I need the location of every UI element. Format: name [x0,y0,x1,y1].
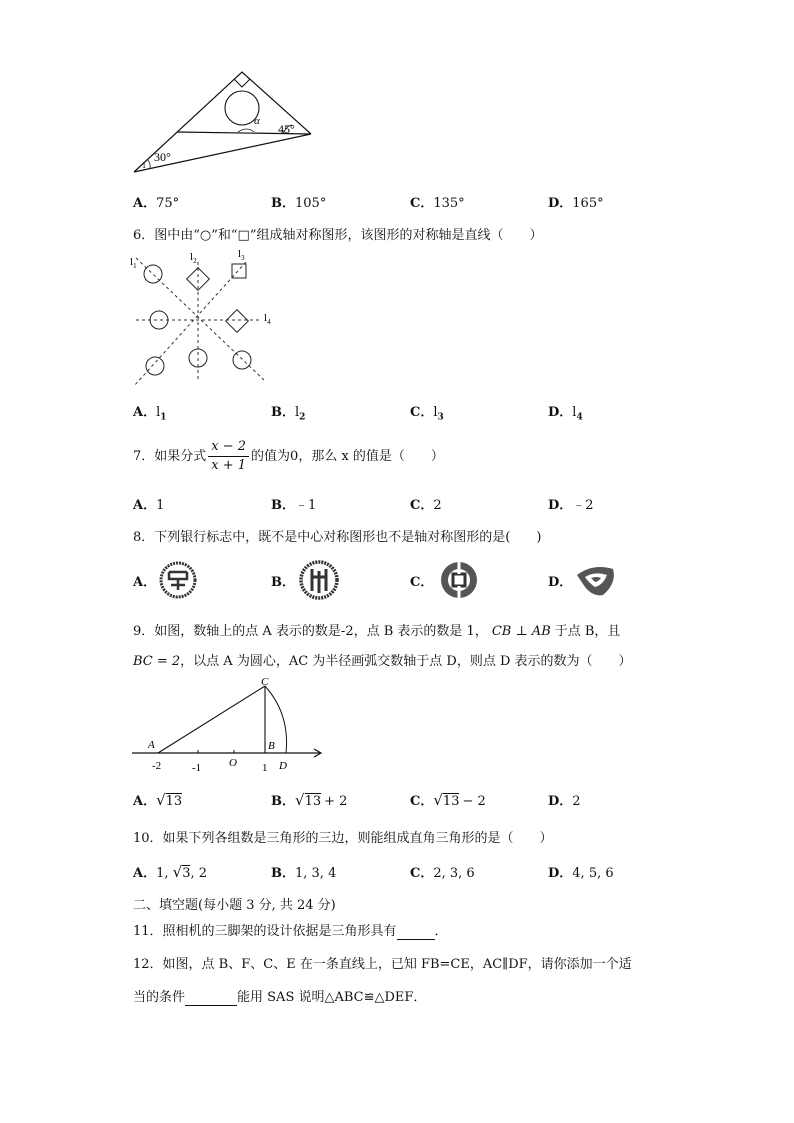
q9-numberline-figure [128,676,328,776]
q7-option-a[interactable]: A．1 [133,498,165,513]
answer-blank[interactable] [397,924,435,940]
q8-option-d[interactable]: D． [548,575,573,590]
tick-minus1-label: -1 [192,762,202,774]
q12-stem-line1: 12．如图，点 B、F、C、E 在一条直线上，已知 FB=CE，AC∥DF，请你添加一个适 [133,957,632,972]
q8-option-c[interactable]: C． [410,575,434,590]
q6-symmetry-figure [128,248,278,390]
section-heading: 二、填空题(每小题 3 分, 共 24 分) [133,898,336,913]
bank-logo-c-icon [438,559,480,601]
l3-label: $l_3$ [238,248,245,262]
q9-stem-line2: BC = 2，以点 A 为圆心，AC 为半径画弧交数轴于点 D，则点 D 表示的数为（ ） [133,654,632,669]
angle-alpha-label: α [254,115,260,127]
q10-option-d[interactable]: D．4, 5, 6 [548,866,614,881]
bank-logo-b-icon [298,559,340,601]
q8-option-a[interactable]: A． [133,575,157,590]
q6-option-c[interactable]: C．$l_3$ [410,405,444,423]
angle-30-label: 30° [154,150,171,164]
q10-option-a[interactable]: A．1, √3, 2 [133,863,208,881]
tick-minus2-label: -2 [152,760,162,772]
q6-option-a[interactable]: A．$l_1$ [133,405,167,423]
l4-label: $l_4$ [264,312,271,326]
l1-label: $l_1$ [130,256,137,270]
bank-logo-d-icon [573,561,619,599]
q9-stem-line1: 9．如图，数轴上的点 A 表示的数是-2，点 B 表示的数是 1， CB ⊥ AB 于点 B，且 [133,624,621,639]
sqrt-icon: √ [172,863,183,881]
q9-option-d[interactable]: D．2 [548,794,581,809]
q10-option-c[interactable]: C．2, 3, 6 [410,866,475,881]
q5-option-d[interactable]: D．165° [548,196,604,211]
sqrt-icon: √ [295,791,305,809]
point-b-label: B [268,740,275,752]
sqrt-icon: √ [433,791,443,809]
q10-stem: 10．如果下列各组数是三角形的三边，则能组成直角三角形的是（ ） [133,831,553,846]
q7-option-d[interactable]: D．﹣2 [548,498,594,513]
q5-option-a[interactable]: A．75° [133,196,180,211]
q9-option-a[interactable]: A．√13 [133,791,183,809]
tick-1-label: 1 [262,762,268,774]
answer-blank[interactable] [185,990,237,1006]
q8-option-b[interactable]: B． [271,575,295,590]
point-c-label: C [261,676,269,688]
q10-option-b[interactable]: B．1, 3, 4 [271,866,337,881]
fraction: $\frac{x - 2}{x + 1}$ [208,438,249,475]
point-o-label: O [229,757,237,769]
q9-option-b[interactable]: B．√13 + 2 [271,791,348,809]
q12-stem-line2: 当的条件 能用 SAS 说明△ABC≌△DEF． [133,990,427,1005]
point-d-label: D [279,760,287,772]
q11-stem: 11．照相机的三脚架的设计依据是三角形具有 ． [133,924,448,939]
q5-option-b[interactable]: B．105° [271,196,327,211]
sqrt-icon: √ [156,791,166,809]
q8-stem: 8．下列银行标志中，既不是中心对称图形也不是轴对称图形的是( ) [133,530,542,545]
q7-stem: 7．如果分式 $\frac{x - 2}{x + 1}$ 的值为0，那么 x 的值是（ ） [133,439,444,473]
angle-1-label: 1 [142,161,146,170]
q7-option-b[interactable]: B．﹣1 [271,498,317,513]
point-a-label: A [148,739,155,751]
q6-option-b[interactable]: B．$l_2$ [271,405,306,423]
q7-option-c[interactable]: C．2 [410,498,442,513]
l2-label: $l_2$ [190,251,197,265]
q6-stem: 6．图中由“○”和“□”组成轴对称图形，该图形的对称轴是直线（ ） [133,228,543,243]
q6-option-d[interactable]: D．$l_4$ [548,405,583,423]
angle-45-label: 45° [278,122,295,136]
q5-option-c[interactable]: C．135° [410,196,465,211]
q5-triangle-figure [130,68,320,178]
bank-logo-a-icon [158,560,198,600]
q9-option-c[interactable]: C．√13 − 2 [410,791,486,809]
